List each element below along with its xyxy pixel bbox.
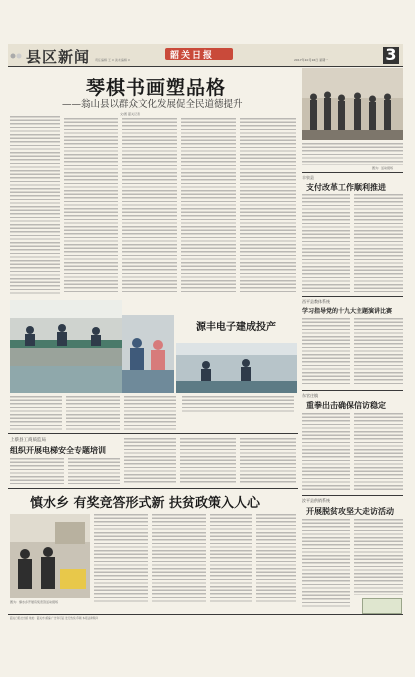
footer-rule <box>8 614 403 615</box>
bottom-body-4 <box>256 514 296 604</box>
bottom-body-2 <box>152 514 206 604</box>
lead-body-col4 <box>181 118 236 294</box>
right-headline-2: 学习指导党的十九大主题演讲比赛 <box>302 308 393 315</box>
lead-headline: 琴棋书画塑品格 <box>86 77 227 99</box>
bottom-divider <box>8 488 298 489</box>
banner-caption: 源丰电子建成投产 <box>196 322 276 333</box>
right-body-1a <box>302 194 350 292</box>
people-photo-icon <box>302 68 403 140</box>
right-body-3b <box>354 413 403 491</box>
right-body-2a <box>302 318 350 386</box>
bottom-body-3 <box>210 514 252 604</box>
factory-photo-left <box>10 300 122 366</box>
bottom-body-1 <box>94 514 148 604</box>
right-body-4b <box>354 519 403 595</box>
page-number: 3 <box>385 45 397 64</box>
right-headline-1: 支付改革工作顺利推进 <box>306 182 386 192</box>
right-divider-4 <box>302 495 403 496</box>
right-headline-3: 重拳出击确保信访稳定 <box>306 400 386 410</box>
elevator-headline: 组织开展电梯安全专题培训 <box>10 445 106 455</box>
elevator-body-3 <box>124 438 176 484</box>
lead-body-col3 <box>122 118 177 294</box>
footer-text: 韶关日报社出版 地址：韶关市 邮编 广告许可证 发行热线 印刷 本报法律顾问 <box>10 617 98 620</box>
lead-body-col5 <box>240 118 296 294</box>
masthead-dots <box>10 47 22 59</box>
lead-subtitle: ——翁山县以群众文化发展促全民道德提升 <box>62 99 243 110</box>
elevator-body-4 <box>180 438 236 484</box>
elevator-body-2 <box>68 458 120 484</box>
elevator-kicker: 上蔡县工商质监局 <box>10 438 46 443</box>
right-top-caption-text <box>302 143 403 165</box>
bottom-headline: 慎水乡 有奖竞答形式新 扶贫政策入人心 <box>30 496 261 511</box>
assembly-line-icon <box>176 343 297 393</box>
mid-divider <box>8 433 298 434</box>
right-headline-4: 开展脱贫攻坚大走访活动 <box>306 506 394 516</box>
middle-body-col1 <box>10 396 62 430</box>
right-top-photo <box>302 68 403 140</box>
middle-body-col3 <box>124 396 176 430</box>
date-line: 2017年10月16日 星期一 <box>294 58 329 62</box>
right-top-caption: 图为：活动现场 <box>372 166 394 170</box>
factory-workers-icon <box>10 300 122 366</box>
meeting-photo-icon <box>10 514 90 598</box>
right-divider-1 <box>302 172 403 173</box>
middle-body-col2 <box>66 396 120 430</box>
right-divider-3 <box>302 390 403 391</box>
factory-photo-bottom <box>176 343 297 393</box>
masthead-rule <box>8 66 403 67</box>
lead-byline: 文/图 韶关记者 <box>120 112 140 116</box>
right-kicker-4: 汝平县供销系统 <box>302 498 330 503</box>
masthead-meta: 责任编辑 王 X 美术编辑 X <box>95 58 130 62</box>
decoration-icon <box>10 50 22 62</box>
elevator-body-5 <box>240 438 296 484</box>
paper-name: 韶关日报 <box>170 51 215 61</box>
factory-photo-right <box>122 315 174 393</box>
right-body-2b <box>354 318 403 386</box>
right-body-4a <box>302 519 350 609</box>
bottom-photo <box>10 514 90 598</box>
right-kicker-1: 丰泉县 <box>302 175 314 180</box>
right-ad-box <box>362 598 402 614</box>
right-kicker-2: 西平县教体系统 <box>302 299 330 304</box>
factory-photo-floor <box>10 366 122 393</box>
right-body-1b <box>354 194 403 292</box>
right-body-3a <box>302 413 350 491</box>
lead-body-col1 <box>10 116 60 294</box>
factory-caption-text <box>182 396 294 412</box>
right-kicker-3: 东官庄镇 <box>302 393 318 398</box>
workers-closeup-icon <box>122 315 174 393</box>
lead-body-col2 <box>64 118 118 294</box>
elevator-body-1 <box>10 458 64 484</box>
right-divider-2 <box>302 296 403 297</box>
section-title: 县区新闻 <box>26 48 91 66</box>
bottom-photo-caption: 图为：慎水乡开展有奖竞答活动现场 <box>10 600 59 604</box>
